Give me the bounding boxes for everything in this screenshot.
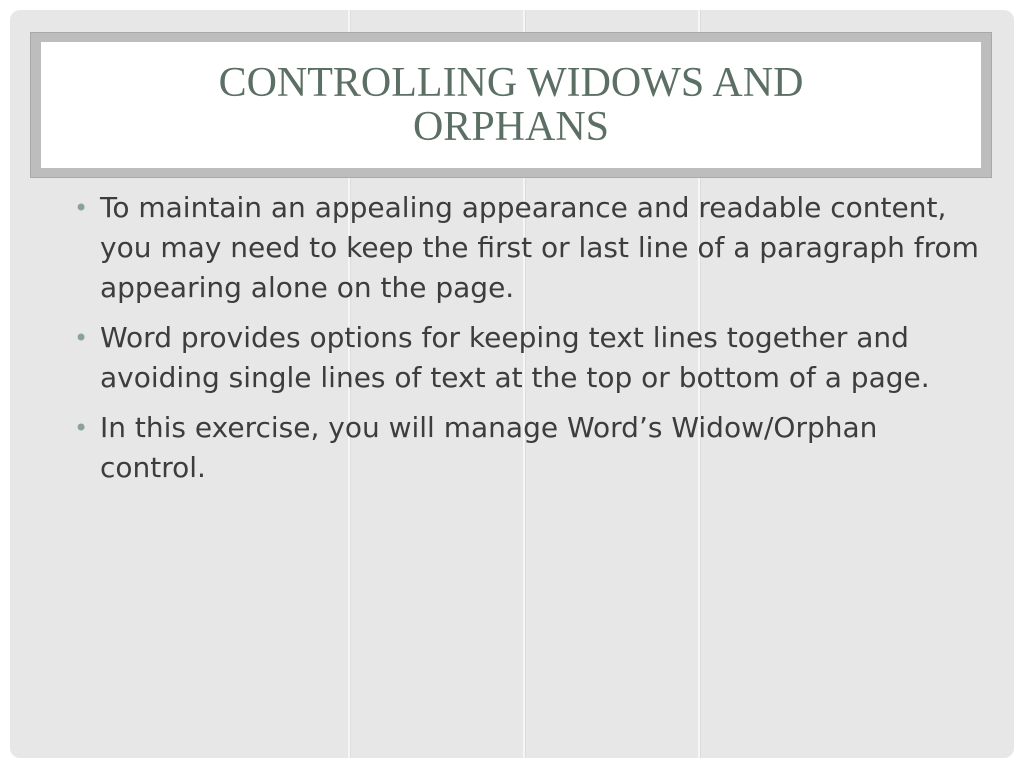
slide bbox=[10, 10, 1014, 758]
bullet-icon: • bbox=[74, 194, 89, 222]
bullet-list bbox=[70, 188, 980, 498]
title-box bbox=[41, 42, 981, 168]
bullet-text: To maintain an appealing appearance and readable content, you may need to keep the first or last line of a paragraph from appearing alone on the page. bbox=[100, 191, 979, 304]
bullet-text: In this exercise, you will manage Word’s Widow/Orphan control. bbox=[100, 411, 878, 484]
bullet-item bbox=[70, 188, 980, 308]
slide-title: CONTROLLING WIDOWS AND ORPHANS bbox=[218, 60, 804, 150]
bullet-text: Word provides options for keeping text lines together and avoiding single lines of text at the top or bottom of a page. bbox=[100, 321, 930, 394]
bullet-icon: • bbox=[74, 324, 89, 352]
bullet-icon: • bbox=[74, 414, 89, 442]
title-frame bbox=[30, 32, 992, 178]
bullet-item bbox=[70, 318, 980, 398]
bullet-item bbox=[70, 408, 980, 488]
